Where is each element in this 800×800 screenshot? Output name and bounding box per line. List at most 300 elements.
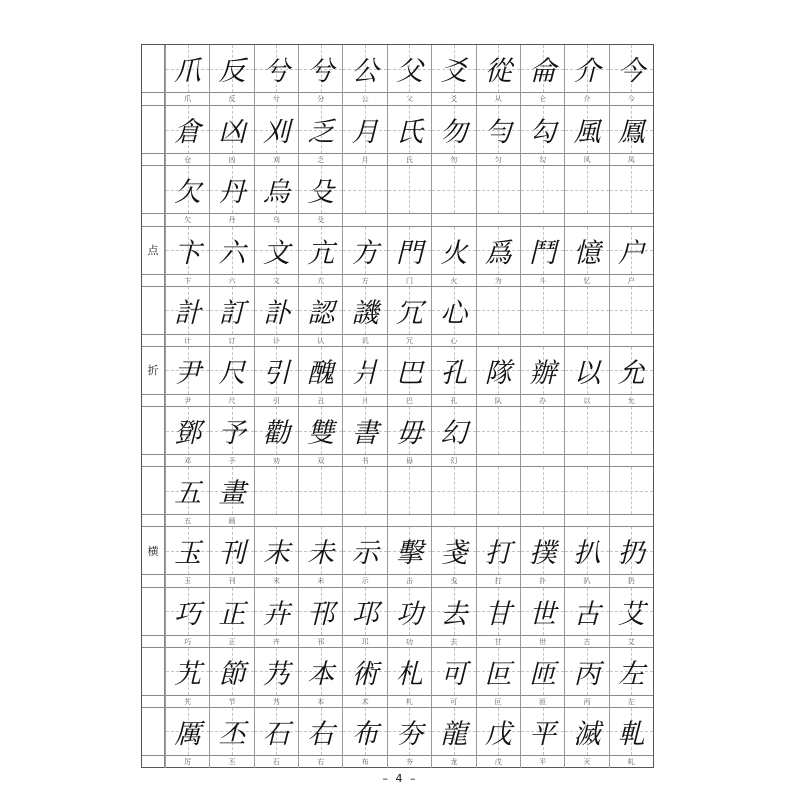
- traditional-character: 侖: [529, 56, 557, 88]
- simplified-character: 今: [609, 92, 653, 105]
- traditional-character: 五: [174, 478, 202, 510]
- traditional-character: [521, 407, 564, 454]
- traditional-character: 玉: [174, 538, 202, 570]
- traditional-character: 訂: [218, 297, 246, 329]
- character-cell: [609, 227, 653, 274]
- character-cell: [564, 166, 608, 213]
- character-cell: [298, 588, 342, 635]
- traditional-character: 醜: [307, 357, 335, 389]
- traditional-character: 乏: [307, 117, 335, 149]
- character-cell: [298, 45, 342, 92]
- character-cell: [165, 527, 209, 574]
- traditional-character: 殳: [307, 177, 335, 209]
- simplified-character: 卉: [254, 635, 298, 648]
- character-cell: [387, 648, 431, 695]
- traditional-character: 憶: [573, 237, 601, 269]
- simplified-character: 世: [520, 635, 564, 648]
- simplified-character: 六: [209, 274, 253, 287]
- traditional-character: [565, 407, 608, 454]
- stroke-category-label: [142, 106, 165, 153]
- character-cell: [609, 588, 653, 635]
- character-cell: [165, 347, 209, 394]
- character-cell: [254, 648, 298, 695]
- simplified-character: 左: [609, 695, 653, 708]
- character-cell: [520, 347, 564, 394]
- simplified-character: 方: [342, 274, 386, 287]
- character-cell: [431, 106, 475, 153]
- character-cell: [520, 166, 564, 213]
- character-cell: [476, 407, 520, 454]
- character-cell: [520, 588, 564, 635]
- simplified-character: 邛: [342, 635, 386, 648]
- character-cell: [298, 287, 342, 334]
- character-cell: [564, 527, 608, 574]
- traditional-character: [521, 467, 564, 514]
- traditional-character: 打: [484, 538, 512, 570]
- traditional-character: 刊: [218, 538, 246, 570]
- label-sub-cell: [142, 92, 165, 105]
- simplified-character: 戊: [476, 755, 520, 768]
- traditional-character: 右: [307, 718, 335, 750]
- traditional-character: 龍: [440, 718, 468, 750]
- character-cell: [342, 227, 386, 274]
- simplified-character: 欠: [165, 213, 209, 226]
- simplified-character: 予: [209, 454, 253, 467]
- simplified-character: 击: [387, 574, 431, 587]
- simplified-character: 巧: [165, 635, 209, 648]
- character-cell: [609, 106, 653, 153]
- traditional-character: 丹: [218, 177, 246, 209]
- simplified-character: 玉: [165, 574, 209, 587]
- character-cell: [431, 648, 475, 695]
- character-cell: [476, 227, 520, 274]
- character-cell: [564, 467, 608, 514]
- traditional-character: [610, 287, 653, 334]
- traditional-character: [299, 467, 342, 514]
- simplified-character: 画: [209, 514, 253, 527]
- traditional-character: [565, 166, 608, 213]
- stroke-category-label: [142, 467, 165, 514]
- traditional-character: [432, 467, 475, 514]
- simplified-character: 丑: [298, 394, 342, 407]
- character-cell: [431, 166, 475, 213]
- character-cell: [476, 287, 520, 334]
- traditional-character: 心: [440, 297, 468, 329]
- traditional-character: 丕: [218, 718, 246, 750]
- simplified-character: 凤: [609, 153, 653, 166]
- simplified-character: 斗: [520, 274, 564, 287]
- traditional-character: 擊: [395, 538, 423, 570]
- character-cell: [165, 648, 209, 695]
- character-cell: [254, 467, 298, 514]
- simplified-character: 扒: [564, 574, 608, 587]
- character-cell: [342, 588, 386, 635]
- simplified-character: 勾: [520, 153, 564, 166]
- simplified-character: 节: [209, 695, 253, 708]
- traditional-character: 正: [218, 598, 246, 630]
- traditional-character: 兮: [262, 56, 290, 88]
- traditional-character: 雙: [307, 418, 335, 450]
- traditional-character: [343, 467, 386, 514]
- character-cell: [431, 45, 475, 92]
- character-cell: [209, 227, 253, 274]
- simplified-character: 术: [342, 695, 386, 708]
- character-cell: [564, 45, 608, 92]
- character-cell: [387, 588, 431, 635]
- traditional-character: 文: [262, 237, 290, 269]
- simplified-character: 扑: [520, 574, 564, 587]
- traditional-character: 扔: [617, 538, 645, 570]
- character-cell: [165, 227, 209, 274]
- traditional-character: 風: [573, 117, 601, 149]
- simplified-character: 艾: [609, 635, 653, 648]
- character-cell: [254, 287, 298, 334]
- character-cell: [609, 45, 653, 92]
- character-cell: [387, 347, 431, 394]
- character-cell: [476, 166, 520, 213]
- character-cell: [387, 467, 431, 514]
- character-cell: [564, 588, 608, 635]
- simplified-character: 龙: [431, 755, 475, 768]
- traditional-character: 火: [440, 237, 468, 269]
- simplified-character: 反: [209, 92, 253, 105]
- simplified-character: 卞: [165, 274, 209, 287]
- traditional-character: 户: [617, 237, 645, 269]
- character-cell: [165, 166, 209, 213]
- page-number: – 4 –: [382, 772, 418, 785]
- simplified-character: 公: [342, 92, 386, 105]
- character-cell: [298, 527, 342, 574]
- character-cell: [342, 347, 386, 394]
- traditional-character: 鳳: [617, 117, 645, 149]
- traditional-character: 去: [440, 598, 468, 630]
- character-cell: [564, 347, 608, 394]
- character-cell: [298, 106, 342, 153]
- traditional-character: 節: [218, 658, 246, 690]
- character-cell: [298, 648, 342, 695]
- traditional-character: 戔: [440, 538, 468, 570]
- grid-row: [142, 165, 653, 225]
- simplified-character: 功: [387, 635, 431, 648]
- simplified-character: 乏: [298, 153, 342, 166]
- grid-row: [142, 286, 653, 346]
- simplified-character: 冗: [387, 334, 431, 347]
- stroke-category-label: 点: [142, 227, 165, 274]
- traditional-character: 反: [218, 56, 246, 88]
- traditional-character: 月: [351, 117, 379, 149]
- character-cell: [165, 287, 209, 334]
- simplified-character: 讣: [254, 334, 298, 347]
- grid-row: [142, 647, 653, 707]
- simplified-character: 匝: [520, 695, 564, 708]
- character-cell: [209, 106, 253, 153]
- simplified-character: 介: [564, 92, 608, 105]
- traditional-character: 札: [395, 658, 423, 690]
- character-cell: [342, 708, 386, 755]
- traditional-character: 厲: [174, 718, 202, 750]
- traditional-character: 邛: [351, 598, 379, 630]
- stroke-category-label: 横: [142, 527, 165, 574]
- character-cell: [254, 347, 298, 394]
- character-cell: [342, 648, 386, 695]
- traditional-character: 父: [395, 56, 423, 88]
- traditional-character: 甘: [484, 598, 512, 630]
- stroke-category-label: [142, 45, 165, 92]
- traditional-character: 訃: [262, 297, 290, 329]
- label-sub-cell: [142, 755, 165, 768]
- traditional-character: 引: [262, 357, 290, 389]
- traditional-character: [477, 166, 520, 213]
- traditional-character: 石: [262, 718, 290, 750]
- grid-row: [142, 226, 653, 286]
- traditional-character: [610, 467, 653, 514]
- simplified-character: 刈: [254, 153, 298, 166]
- stroke-category-label: [142, 166, 165, 213]
- traditional-character: 功: [395, 598, 423, 630]
- character-cell: [342, 467, 386, 514]
- character-cell: [609, 648, 653, 695]
- traditional-character: 爲: [484, 237, 512, 269]
- grid-row: [142, 105, 653, 165]
- traditional-character: [565, 287, 608, 334]
- traditional-character: 今: [617, 56, 645, 88]
- stroke-category-label: [142, 588, 165, 635]
- simplified-character: 办: [520, 394, 564, 407]
- traditional-character: 勾: [529, 117, 557, 149]
- character-cell: [209, 45, 253, 92]
- simplified-character: 刊: [209, 574, 253, 587]
- traditional-character: 平: [529, 718, 557, 750]
- traditional-character: 爿: [351, 357, 379, 389]
- traditional-character: 本: [307, 658, 335, 690]
- traditional-character: 烏: [262, 177, 290, 209]
- simplified-character: 允: [609, 394, 653, 407]
- simplified-character: 五: [165, 514, 209, 527]
- simplified-character: 爿: [342, 394, 386, 407]
- traditional-character: 卉: [262, 598, 290, 630]
- simplified-character: 孔: [431, 394, 475, 407]
- character-cell: [209, 287, 253, 334]
- simplified-character: 右: [298, 755, 342, 768]
- character-cell: [298, 227, 342, 274]
- character-cell: [564, 708, 608, 755]
- traditional-character: 末: [262, 538, 290, 570]
- traditional-character: 艽: [174, 658, 202, 690]
- character-cell: [165, 708, 209, 755]
- character-cell: [254, 45, 298, 92]
- traditional-character: 左: [617, 658, 645, 690]
- character-cell: [431, 708, 475, 755]
- character-cell: [520, 467, 564, 514]
- character-cell: [342, 166, 386, 213]
- simplified-character: 计: [165, 334, 209, 347]
- traditional-character: 兮: [307, 56, 335, 88]
- simplified-character: 心: [431, 334, 475, 347]
- character-cell: [431, 347, 475, 394]
- simplified-character: 邓: [165, 454, 209, 467]
- simplified-character: 可: [431, 695, 475, 708]
- character-cell: [609, 407, 653, 454]
- simplified-character: 艿: [254, 695, 298, 708]
- character-cell: [298, 708, 342, 755]
- character-cell: [209, 166, 253, 213]
- traditional-character: 示: [351, 538, 379, 570]
- grid-row: [142, 587, 653, 647]
- simplified-character: 甘: [476, 635, 520, 648]
- character-cell: [298, 347, 342, 394]
- character-cell: [431, 227, 475, 274]
- character-cell: [209, 347, 253, 394]
- traditional-character: 巴: [395, 357, 423, 389]
- traditional-character: 古: [573, 598, 601, 630]
- simplified-character: 爻: [431, 92, 475, 105]
- traditional-character: 巧: [174, 598, 202, 630]
- simplified-character: 讥: [342, 334, 386, 347]
- traditional-character: 氏: [395, 117, 423, 149]
- simplified-character: 去: [431, 635, 475, 648]
- character-cell: [387, 287, 431, 334]
- character-cell: [387, 45, 431, 92]
- traditional-character: 介: [573, 56, 601, 88]
- simplified-character: 订: [209, 334, 253, 347]
- simplified-character: 父: [387, 92, 431, 105]
- stroke-category-label: [142, 648, 165, 695]
- grid-row: [142, 526, 653, 586]
- simplified-character: 毋: [387, 454, 431, 467]
- traditional-character: 從: [484, 56, 512, 88]
- simplified-character: 劝: [254, 454, 298, 467]
- character-cell: [387, 407, 431, 454]
- character-cell: [387, 527, 431, 574]
- traditional-character: 匝: [529, 658, 557, 690]
- character-cell: [564, 407, 608, 454]
- simplified-character: 匀: [476, 153, 520, 166]
- simplified-character: 厉: [165, 755, 209, 768]
- traditional-character: 方: [351, 237, 379, 269]
- simplified-character: 轧: [609, 755, 653, 768]
- traditional-character: 書: [351, 418, 379, 450]
- traditional-character: 可: [440, 658, 468, 690]
- simplified-character: 未: [298, 574, 342, 587]
- simplified-character: 石: [254, 755, 298, 768]
- traditional-character: 鄧: [174, 418, 202, 450]
- character-cell: [209, 708, 253, 755]
- simplified-character: 忆: [564, 274, 608, 287]
- character-cell: [476, 347, 520, 394]
- simplified-character: 布: [342, 755, 386, 768]
- simplified-character: 仑: [520, 92, 564, 105]
- simplified-character: 凶: [209, 153, 253, 166]
- character-cell: [254, 708, 298, 755]
- traditional-character: [521, 166, 564, 213]
- character-cell: [298, 467, 342, 514]
- simplified-character: 尹: [165, 394, 209, 407]
- character-cell: [520, 287, 564, 334]
- traditional-character: 鬥: [529, 237, 557, 269]
- simplified-character: 乌: [254, 213, 298, 226]
- character-cell: [209, 648, 253, 695]
- practice-grid: [141, 44, 654, 768]
- character-cell: [476, 588, 520, 635]
- traditional-character: 軋: [617, 718, 645, 750]
- character-cell: [254, 166, 298, 213]
- simplified-character: 户: [609, 274, 653, 287]
- simplified-character: 双: [298, 454, 342, 467]
- character-cell: [254, 527, 298, 574]
- simplified-character: 示: [342, 574, 386, 587]
- traditional-character: 予: [218, 418, 246, 450]
- character-cell: [165, 45, 209, 92]
- traditional-character: 公: [351, 56, 379, 88]
- traditional-character: 冗: [395, 297, 423, 329]
- traditional-character: 譏: [351, 297, 379, 329]
- character-cell: [431, 588, 475, 635]
- traditional-character: [565, 467, 608, 514]
- traditional-character: 戊: [484, 718, 512, 750]
- traditional-character: 毋: [395, 418, 423, 450]
- traditional-character: 以: [573, 357, 601, 389]
- simplified-character: 为: [476, 274, 520, 287]
- character-cell: [520, 527, 564, 574]
- character-cell: [209, 588, 253, 635]
- character-cell: [476, 708, 520, 755]
- traditional-character: 倉: [174, 117, 202, 149]
- character-cell: [520, 227, 564, 274]
- traditional-character: 認: [307, 297, 335, 329]
- simplified-character: 引: [254, 394, 298, 407]
- character-cell: [520, 45, 564, 92]
- traditional-character: 尹: [174, 357, 202, 389]
- traditional-character: 刈: [262, 117, 290, 149]
- character-cell: [476, 467, 520, 514]
- grid-row: [142, 707, 653, 767]
- simplified-character: 殳: [298, 213, 342, 226]
- character-cell: [564, 227, 608, 274]
- traditional-character: 勻: [484, 117, 512, 149]
- grid-row: [142, 45, 653, 105]
- character-cell: [609, 527, 653, 574]
- simplified-character: 风: [564, 153, 608, 166]
- simplified-character: 末: [254, 574, 298, 587]
- simplified-character: 爪: [165, 92, 209, 105]
- traditional-character: 卞: [174, 237, 202, 269]
- character-cell: [387, 227, 431, 274]
- traditional-character: 布: [351, 718, 379, 750]
- simplified-character: 氏: [387, 153, 431, 166]
- traditional-character: [477, 407, 520, 454]
- traditional-character: 術: [351, 658, 379, 690]
- traditional-character: 邗: [307, 598, 335, 630]
- traditional-character: [255, 467, 298, 514]
- simplified-character: 仓: [165, 153, 209, 166]
- traditional-character: [388, 467, 431, 514]
- character-cell: [387, 708, 431, 755]
- traditional-character: 隊: [484, 357, 512, 389]
- simplified-character: 本: [298, 695, 342, 708]
- character-cell: [254, 227, 298, 274]
- traditional-character: 孔: [440, 357, 468, 389]
- character-cell: [431, 527, 475, 574]
- traditional-character: 尺: [218, 357, 246, 389]
- traditional-character: [610, 166, 653, 213]
- character-cell: [254, 106, 298, 153]
- simplified-character: 丹: [209, 213, 253, 226]
- traditional-character: [343, 166, 386, 213]
- traditional-character: 勿: [440, 117, 468, 149]
- character-cell: [520, 708, 564, 755]
- traditional-character: 未: [307, 538, 335, 570]
- simplified-character: 文: [254, 274, 298, 287]
